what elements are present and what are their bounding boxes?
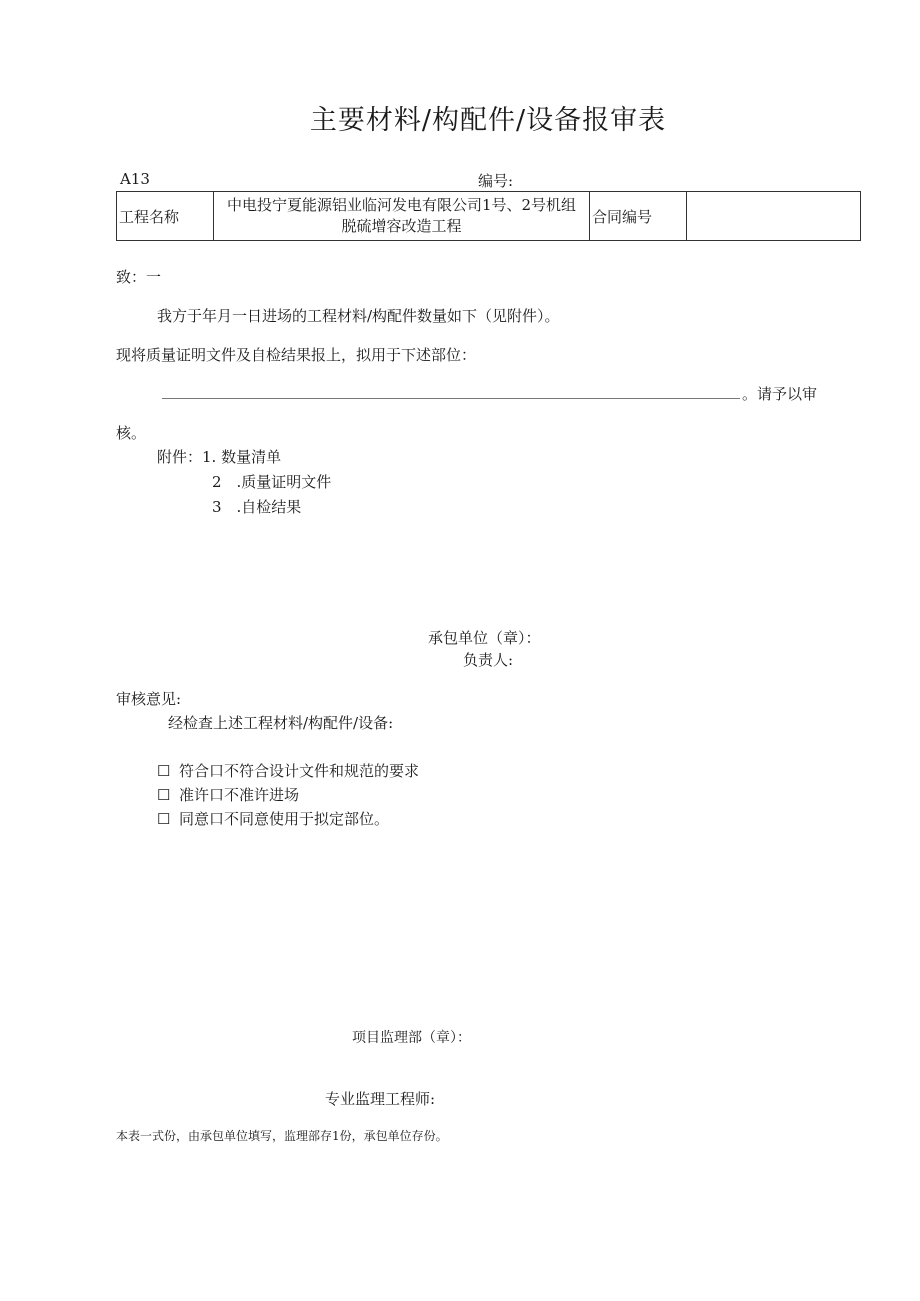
submission-paragraph: 现将质量证明文件及自检结果报上，拟用于下述部位： [116,346,477,364]
addressee: 致：一 [116,268,162,286]
review-option-entry [157,784,299,805]
review-request-continued: 核。 [116,424,147,442]
attachment-item-3: 3 .自检结果 [212,498,302,516]
checkbox-icon[interactable]: ☐ [157,786,171,804]
contract-no-value[interactable] [687,192,861,241]
project-info-table [116,191,861,241]
checkbox-icon[interactable]: ☐ [157,762,171,780]
attachment-item-2: 2 .质量证明文件 [212,473,332,491]
project-name-line1: 中电投宁夏能源铝业临河发电有限公司1号、2号机组 [226,196,577,214]
option-label: 准许口不准许进场 [179,786,300,804]
attachments-label: 附件：1. 数量清单 [157,448,282,466]
supervision-engineer-label: 专业监理工程师: [325,1090,436,1108]
option-label: 同意口不同意使用于拟定部位。 [179,810,390,828]
entry-paragraph: 我方于年月一日进场的工程材料/构配件数量如下（见附件）。 [157,307,560,325]
review-label: 审核意见: [116,690,182,708]
review-request-text: 。请予以审 [742,385,818,403]
form-code: A13 [120,170,150,188]
supervision-dept-label: 项目监理部（章）： [352,1030,471,1046]
review-option-use [157,808,389,829]
contractor-unit-label: 承包单位（章）： [428,629,541,647]
contractor-person-label: 负责人: [463,651,514,669]
page-title: 主要材料/构配件/设备报审表 [309,105,667,136]
location-fill-line[interactable] [162,398,740,399]
checkbox-icon[interactable]: ☐ [157,810,171,828]
project-name-value [214,192,590,241]
contract-no-label: 合同编号 [590,192,687,241]
option-label: 符合口不符合设计文件和规范的要求 [179,762,420,780]
project-name-line2: 脱硫增容改造工程 [341,217,462,235]
project-name-label: 工程名称 [117,192,214,241]
review-intro: 经检查上述工程材料/构配件/设备: [168,714,394,732]
review-option-conformity [157,760,419,781]
footer-note: 本表一式份，由承包单位填写，监理部存1份，承包单位存份。 [116,1129,448,1143]
number-label: 编号: [478,172,514,190]
